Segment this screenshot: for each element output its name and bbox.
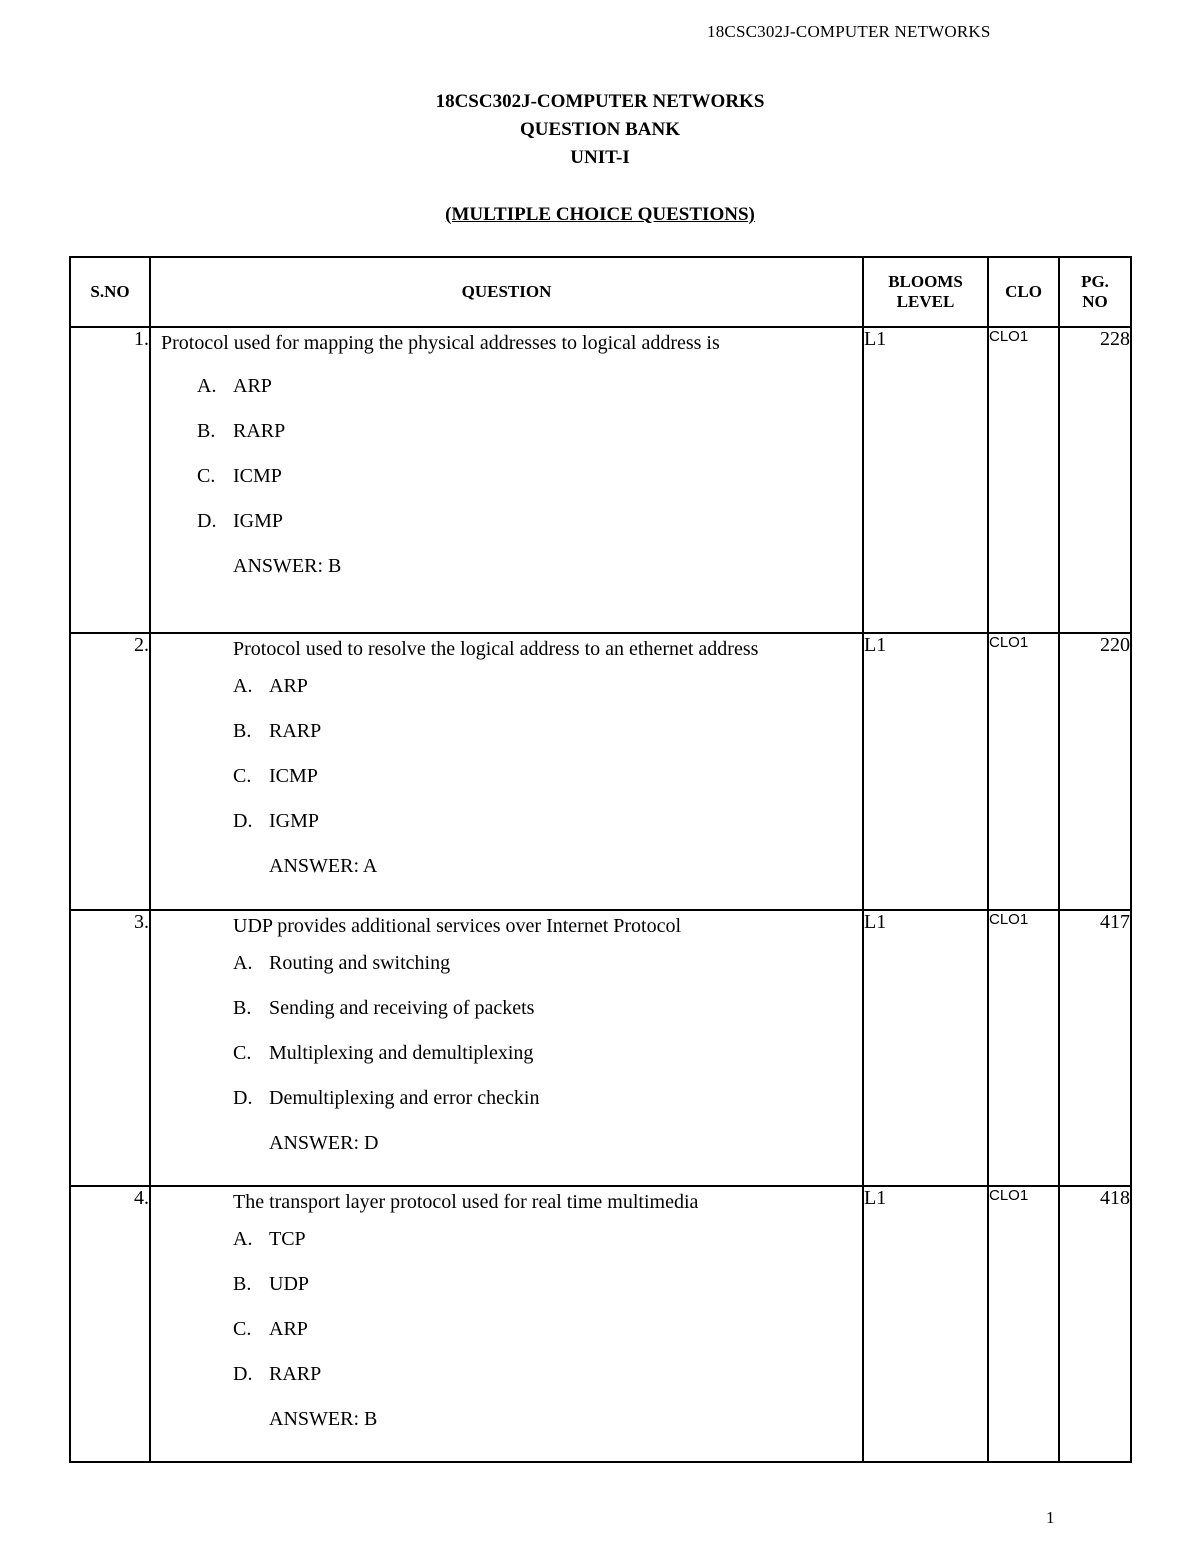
option-text: IGMP [233,510,284,532]
option-text: UDP [269,1273,310,1295]
row-blooms-level: L1 [863,1186,988,1462]
table-row [70,1186,1131,1462]
row-sno: 2. [70,633,150,910]
option-letter: A. [233,1228,253,1250]
option-a [197,364,862,409]
option-letter: A. [233,952,253,974]
question-text: UDP provides additional services over Internet Protocol [233,915,682,937]
option-b [197,409,862,454]
option-a [233,1217,862,1262]
question-text: The transport layer protocol used for real time multimedia [233,1191,699,1213]
row-sno: 3. [70,910,150,1186]
option-letter: B. [197,420,216,442]
question-text: Protocol used for mapping the physical addresses to logical address is [161,332,720,354]
option-text: ARP [269,675,308,697]
header-blooms-level [863,257,988,327]
option-c [233,1031,862,1076]
row-page-no: 418 [1059,1186,1131,1462]
header-page-no [1059,257,1131,327]
question-text: Protocol used to resolve the logical address to an ethernet address [233,638,759,660]
option-d [233,1352,862,1397]
title-block [0,88,1200,174]
option-a [233,941,862,986]
answer: ANSWER: D [269,1132,379,1154]
table-row [70,910,1131,1186]
option-text: RARP [269,720,322,742]
row-question-cell [150,1186,863,1462]
option-letter: D. [233,810,253,832]
option-letter: B. [233,997,252,1019]
row-page-no: 417 [1059,910,1131,1186]
option-text: Multiplexing and demultiplexing [269,1042,534,1064]
option-letter: D. [197,510,217,532]
header-pg-line1: PG. [1081,272,1109,291]
document-subtitle: QUESTION BANK [520,119,680,140]
option-c [197,454,862,499]
header-blooms-line1: BLOOMS [888,272,963,291]
table-row [70,327,1131,633]
option-letter: B. [233,1273,252,1295]
option-b [233,709,862,754]
option-text: TCP [269,1228,306,1250]
row-page-no: 228 [1059,327,1131,633]
option-d [197,499,862,544]
course-title: 18CSC302J-COMPUTER NETWORKS [435,91,765,112]
option-d [233,1076,862,1121]
row-page-no: 220 [1059,633,1131,910]
option-text: IGMP [269,810,320,832]
page-number: 1 [1046,1508,1055,1527]
option-text: ARP [269,1318,308,1340]
header-clo: CLO [988,257,1059,327]
row-question-cell [150,327,863,633]
option-text: ICMP [269,765,318,787]
section-heading: (MULTIPLE CHOICE QUESTIONS) [445,204,755,225]
option-c [233,1307,862,1352]
row-question-cell [150,633,863,910]
row-clo: CLO1 [988,633,1059,910]
header-sno: S.NO [70,257,150,327]
option-text: ARP [233,375,272,397]
option-text: ICMP [233,465,282,487]
option-letter: D. [233,1087,253,1109]
option-letter: D. [233,1363,253,1385]
row-sno: 1. [70,327,150,633]
table-row [70,633,1131,910]
option-text: Sending and receiving of packets [269,997,535,1019]
option-text: RARP [233,420,286,442]
option-letter: A. [197,375,217,397]
row-blooms-level: L1 [863,633,988,910]
row-blooms-level: L1 [863,910,988,1186]
option-b [233,1262,862,1307]
option-letter: A. [233,675,253,697]
answer: ANSWER: A [269,855,378,877]
table-header-row [70,257,1131,327]
option-c [233,754,862,799]
header-pg-line2: NO [1082,292,1108,311]
row-clo: CLO1 [988,910,1059,1186]
answer: ANSWER: B [233,555,342,577]
option-text: Routing and switching [269,952,451,974]
answer: ANSWER: B [269,1408,378,1430]
option-letter: C. [197,465,216,487]
unit-title: UNIT-I [570,147,630,168]
row-blooms-level: L1 [863,327,988,633]
option-text: Demultiplexing and error checkin [269,1087,540,1109]
question-table [69,256,1132,1463]
option-letter: B. [233,720,252,742]
option-letter: C. [233,1318,252,1340]
row-sno: 4. [70,1186,150,1462]
option-text: RARP [269,1363,322,1385]
option-a [233,664,862,709]
header-blooms-line2: LEVEL [896,292,955,311]
option-d [233,799,862,844]
option-letter: C. [233,1042,252,1064]
header-question: QUESTION [150,257,863,327]
row-clo: CLO1 [988,1186,1059,1462]
row-question-cell [150,910,863,1186]
option-b [233,986,862,1031]
running-header: 18CSC302J-COMPUTER NETWORKS [707,22,991,41]
option-letter: C. [233,765,252,787]
row-clo: CLO1 [988,327,1059,633]
